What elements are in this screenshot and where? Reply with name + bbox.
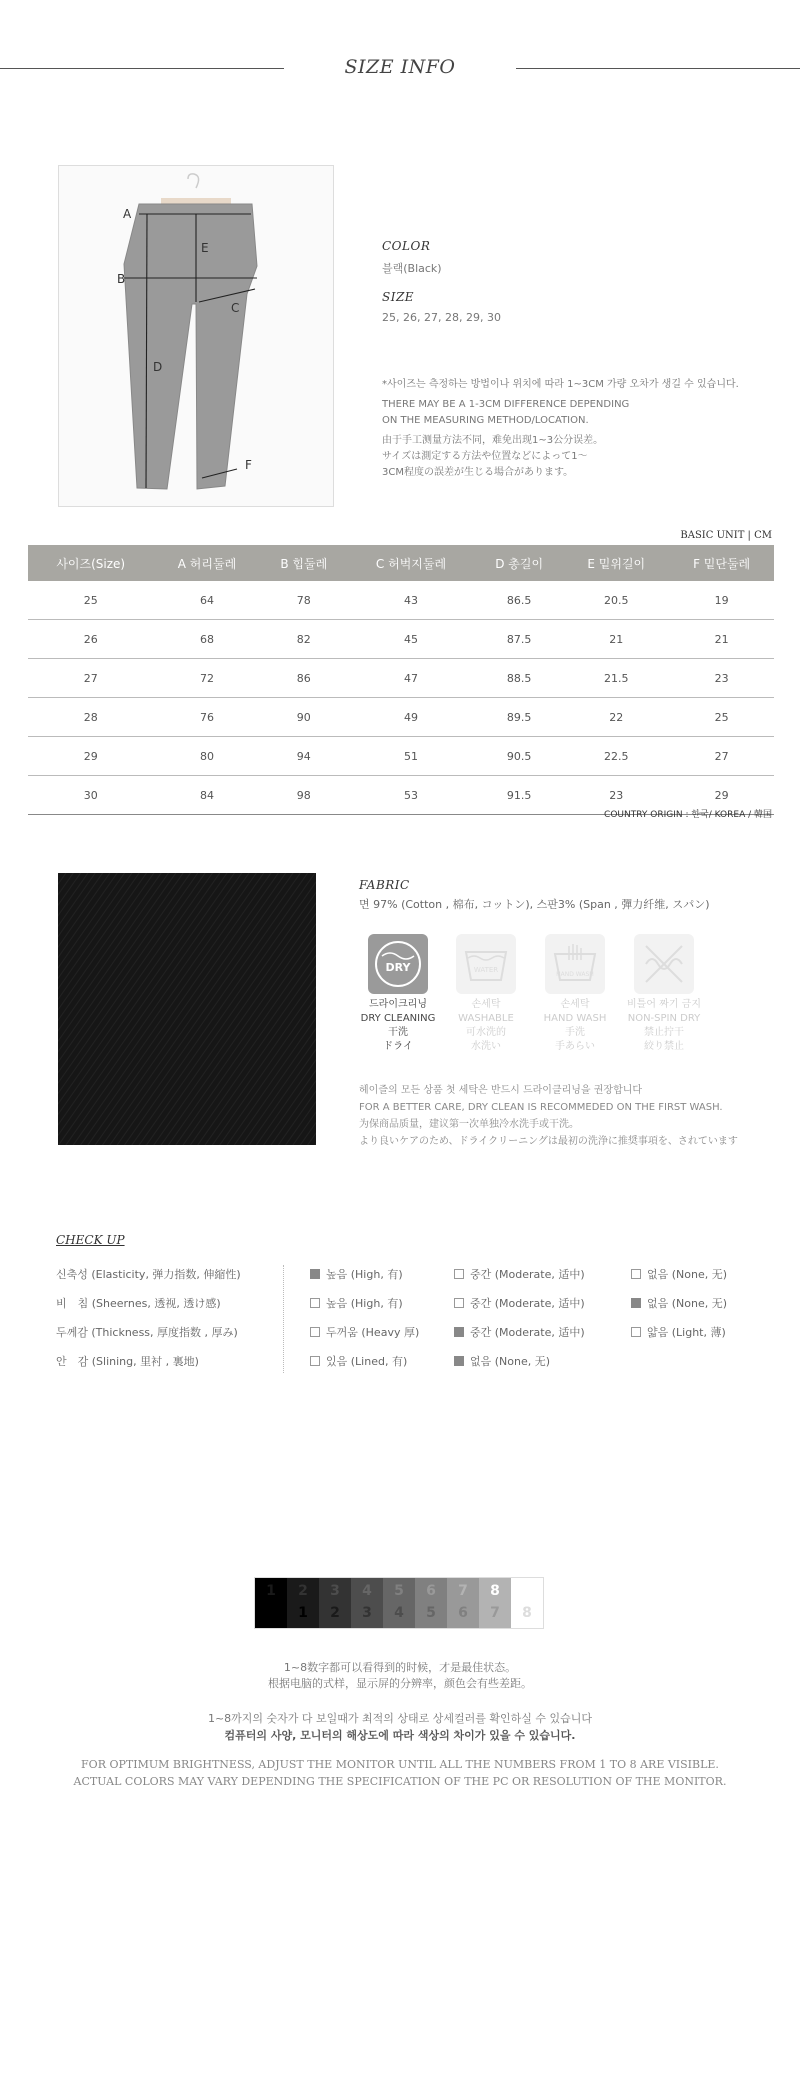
country-origin: COUNTRY ORIGIN : 한국/ KOREA / 韓国 [604, 810, 772, 820]
checkbox-empty-icon [454, 1298, 464, 1308]
note-line: 根据电脑的式样，显示屏的分辨率，颜色会有些差距。 [268, 1677, 532, 1690]
care-label: DRY CLEANING [360, 1013, 436, 1024]
checkbox-checked-icon [631, 1298, 641, 1308]
gray-cell [287, 1578, 319, 1628]
care-icon-text: HAND WASH [556, 971, 594, 978]
table-cell: 21.5 [563, 659, 669, 698]
care-icon-text: DRY [385, 961, 411, 974]
table-cell: 22 [563, 698, 669, 737]
table-cell: 21 [669, 620, 774, 659]
note-line: ON THE MEASURING METHOD/LOCATION. [382, 415, 589, 426]
table-cell: 94 [261, 737, 348, 776]
checkup-title: CHECK UP [56, 1233, 125, 1247]
col-header: A 허리둘레 [153, 545, 260, 581]
checkbox-empty-icon [454, 1269, 464, 1279]
table-cell: 21 [563, 620, 669, 659]
checkup-option: 높음 (High, 有) [310, 1266, 403, 1282]
checkbox-empty-icon [310, 1356, 320, 1366]
table-cell: 68 [153, 620, 260, 659]
care-label: 可水洗的 [466, 1027, 506, 1038]
checkbox-empty-icon [631, 1269, 641, 1279]
gray-cell [255, 1578, 287, 1628]
table-cell: 53 [347, 776, 475, 815]
table-cell: 87.5 [475, 620, 563, 659]
checkup-label: 비 침 (Sheernes, 透视, 透け感) [56, 1297, 221, 1310]
checkbox-empty-icon [631, 1327, 641, 1337]
note-line: 3CM程度の誤差が生じる場合があります。 [382, 467, 574, 478]
gray-cell-top-number: 8 [490, 1583, 500, 1599]
gray-cell [415, 1578, 447, 1628]
gray-cell-bottom-number: 8 [522, 1605, 532, 1621]
checkup-option: 없음 (None, 无) [631, 1266, 727, 1282]
care-icon-text: WATER [473, 966, 499, 974]
table-row [28, 737, 774, 776]
checkup-label: 신축성 (Elasticity, 弹力指数, 伸縮性) [56, 1268, 241, 1281]
gray-cell-top-number: 2 [298, 1583, 308, 1599]
care-label: 드라이크리닝 [369, 999, 427, 1010]
table-cell: 30 [28, 776, 153, 815]
table-cell: 20.5 [563, 581, 669, 620]
table-cell: 27 [669, 737, 774, 776]
checkup-option: 있음 (Lined, 有) [310, 1353, 407, 1369]
checkup-label: 안 감 (Slining, 里衬 , 裏地) [56, 1355, 199, 1368]
table-cell: 28 [28, 698, 153, 737]
col-header: 사이즈(Size) [28, 545, 153, 581]
table-cell: 29 [669, 776, 774, 815]
gray-cell [383, 1578, 415, 1628]
checkup-option: 높음 (High, 有) [310, 1295, 403, 1311]
gray-cell-top-number: 4 [362, 1583, 372, 1599]
care-label: 水洗い [471, 1041, 501, 1052]
note-line: 컴퓨터의 사양, 모니터의 해상도에 따라 색상의 차이가 있을 수 있습니다. [224, 1729, 576, 1742]
gray-cell-top-number: 5 [394, 1583, 404, 1599]
measurement-notes [382, 377, 792, 481]
care-label: 絞り禁止 [644, 1041, 684, 1052]
care-label: 禁止拧干 [644, 1027, 684, 1038]
gray-cell [479, 1578, 511, 1628]
col-header: C 허벅지둘레 [347, 545, 475, 581]
table-cell: 45 [347, 620, 475, 659]
monitor-note-korean [0, 1710, 800, 1744]
table-cell: 76 [153, 698, 260, 737]
care-label: 干洗 [388, 1027, 408, 1038]
note-line: FOR OPTIMUM BRIGHTNESS, ADJUST THE MONITOR UNTIL ALL THE NUMBERS FROM 1 TO 8 ARE VISIBLE. [81, 1758, 719, 1771]
checkup-option: 없음 (None, 无) [631, 1295, 727, 1311]
table-cell: 43 [347, 581, 475, 620]
col-header: E 밑위길이 [563, 545, 669, 581]
size-value: 25, 26, 27, 28, 29, 30 [382, 311, 501, 324]
care-label: 손세탁 [560, 999, 590, 1010]
table-row [28, 581, 774, 620]
diagram-label-d: D [153, 360, 163, 374]
table-cell: 23 [669, 659, 774, 698]
monitor-grayscale-strip [254, 1577, 544, 1629]
page-title: SIZE INFO [344, 56, 456, 78]
monitor-note-chinese [0, 1660, 800, 1692]
table-cell: 89.5 [475, 698, 563, 737]
gray-cell [351, 1578, 383, 1628]
care-label: 手洗 [565, 1027, 585, 1038]
table-cell: 49 [347, 698, 475, 737]
fabric-swatch-image [58, 873, 316, 1145]
table-cell: 90.5 [475, 737, 563, 776]
table-cell: 80 [153, 737, 260, 776]
table-cell: 86.5 [475, 581, 563, 620]
table-cell: 19 [669, 581, 774, 620]
table-row [28, 620, 774, 659]
monitor-note-english [0, 1756, 800, 1790]
care-dry-cleaning [353, 934, 443, 1054]
table-cell: 78 [261, 581, 348, 620]
color-label: COLOR [382, 239, 431, 253]
washtub-icon [456, 934, 516, 994]
table-cell: 64 [153, 581, 260, 620]
gray-cell-top-number: 1 [266, 1583, 276, 1599]
care-label: NON-SPIN DRY [627, 1013, 701, 1024]
checkbox-checked-icon [310, 1269, 320, 1279]
care-label: 비틀어 짜기 금지 [627, 999, 701, 1010]
diagram-label-f: F [245, 458, 252, 472]
jeans-illustration [59, 166, 333, 506]
gray-cell-bottom-number: 1 [298, 1605, 308, 1621]
table-cell: 25 [28, 581, 153, 620]
gray-cell [511, 1578, 543, 1628]
checkup-option: 중간 (Moderate, 适中) [454, 1266, 585, 1282]
table-cell: 86 [261, 659, 348, 698]
diagram-label-b: B [117, 272, 126, 286]
diagram-label-e: E [201, 241, 209, 255]
care-label: 手あらい [555, 1041, 595, 1052]
checkbox-checked-icon [454, 1327, 464, 1337]
table-cell: 51 [347, 737, 475, 776]
table-row [28, 698, 774, 737]
checkup-option: 얇음 (Light, 薄) [631, 1324, 726, 1340]
size-label: SIZE [382, 290, 415, 304]
care-label: WASHABLE [458, 1013, 514, 1024]
fabric-title: FABRIC [359, 878, 410, 892]
checkup-option: 두꺼움 (Heavy 厚) [310, 1324, 419, 1340]
fabric-composition: 면 97% (Cotton , 棉布, コットン), 스판3% (Span , 彈力纤维, スパン) [359, 898, 710, 911]
gray-cell [447, 1578, 479, 1628]
product-diagram [58, 165, 334, 507]
color-value: 블랙(Black) [382, 262, 442, 275]
care-notes [359, 1082, 738, 1150]
table-cell: 98 [261, 776, 348, 815]
dry-clean-icon [368, 934, 428, 994]
table-row [28, 659, 774, 698]
hand-wash-icon [545, 934, 605, 994]
care-note-line: より良いケアのため、ドライクリーニングは最初の洗浄に推奨事項を、されています [359, 1136, 738, 1147]
diagram-label-c: C [231, 301, 240, 315]
size-table [28, 545, 774, 815]
checkbox-empty-icon [310, 1298, 320, 1308]
table-cell: 72 [153, 659, 260, 698]
table-cell: 27 [28, 659, 153, 698]
note-line: 1~8数字都可以看得到的时候，才是最佳状态。 [283, 1661, 517, 1674]
gray-cell-top-number: 6 [426, 1583, 436, 1599]
col-header: B 힙둘레 [261, 545, 348, 581]
unit-label: BASIC UNIT | CM [680, 530, 772, 541]
table-cell: 29 [28, 737, 153, 776]
care-label: ドライ [383, 1041, 413, 1052]
care-non-spin [619, 934, 709, 1054]
table-cell: 22.5 [563, 737, 669, 776]
checkup-option: 없음 (None, 无) [454, 1353, 550, 1369]
care-note-line: 为保商品质量，建议第一次单独冷水洗手或干洗。 [359, 1119, 579, 1130]
col-header: F 밑단둘레 [669, 545, 774, 581]
col-header: D 총길이 [475, 545, 563, 581]
no-wring-icon [634, 934, 694, 994]
note-line: *사이즈는 측정하는 방법이나 위치에 따라 1~3CM 가량 오차가 생길 수 있습니다. [382, 379, 739, 390]
table-cell: 91.5 [475, 776, 563, 815]
gray-cell-bottom-number: 2 [330, 1605, 340, 1621]
checkbox-empty-icon [310, 1327, 320, 1337]
diagram-label-a: A [123, 207, 132, 221]
denim-texture [58, 873, 316, 1145]
checkup-option: 중간 (Moderate, 适中) [454, 1324, 585, 1340]
table-cell: 82 [261, 620, 348, 659]
note-line: THERE MAY BE A 1-3CM DIFFERENCE DEPENDING [382, 399, 630, 410]
table-cell: 23 [563, 776, 669, 815]
gray-cell-bottom-number: 3 [362, 1605, 372, 1621]
gray-cell-top-number: 3 [330, 1583, 340, 1599]
gray-cell [319, 1578, 351, 1628]
note-line: 1~8까지의 숫자가 다 보일때가 최적의 상태로 상세컬러를 확인하실 수 있습니다 [207, 1712, 593, 1725]
table-cell: 25 [669, 698, 774, 737]
care-note-line: 헤이즐의 모든 상품 첫 세탁은 반드시 드라이클리닝을 권장합니다 [359, 1085, 643, 1096]
note-line: サイズは測定する方法や位置などによって1～ [382, 451, 588, 462]
gray-cell-bottom-number: 4 [394, 1605, 404, 1621]
table-cell: 90 [261, 698, 348, 737]
table-cell: 47 [347, 659, 475, 698]
checkup-option: 중간 (Moderate, 适中) [454, 1295, 585, 1311]
gray-cell-bottom-number: 7 [490, 1605, 500, 1621]
table-cell: 88.5 [475, 659, 563, 698]
table-cell: 84 [153, 776, 260, 815]
gray-cell-top-number: 7 [458, 1583, 468, 1599]
care-label: HAND WASH [543, 1013, 607, 1024]
note-line: ACTUAL COLORS MAY VARY DEPENDING THE SPECIFICATION OF THE PC OR RESOLUTION OF THE MONITOR. [73, 1775, 727, 1788]
checkbox-checked-icon [454, 1356, 464, 1366]
care-hand-wash [530, 934, 620, 1054]
care-washable [441, 934, 531, 1054]
gray-cell-bottom-number: 5 [426, 1605, 436, 1621]
table-header-row [28, 545, 774, 581]
checkup-label: 두께감 (Thickness, 厚度指数 , 厚み) [56, 1326, 238, 1339]
gray-cell-bottom-number: 6 [458, 1605, 468, 1621]
table-cell: 26 [28, 620, 153, 659]
care-note-line: FOR A BETTER CARE, DRY CLEAN IS RECOMMEDED ON THE FIRST WASH. [359, 1102, 723, 1113]
care-label: 손세탁 [471, 999, 501, 1010]
note-line: 由于手工测量方法不同，难免出现1~3公分误差。 [382, 435, 604, 446]
